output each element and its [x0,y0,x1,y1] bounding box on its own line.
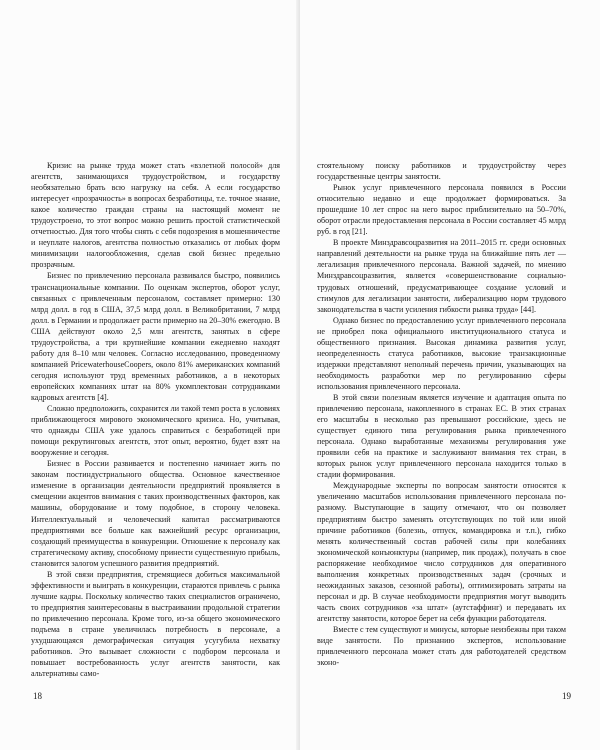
paragraph: Кризис на рынке труда может стать «взлетной полосой» для агентств, занимающихся трудоустройством, и государству необязательно брать всю нагрузку на себя. А если государство интересует «прозрачность» в вопросах безработицы, т.е. точное знание, какое количество граждан страны на настоящий момент не трудоустроено, то этот вопрос можно решить простой статистической отчетностью. Для того чтобы снять с себя подозрения в мошенничестве и неуплате налогов, агентства полностью отказались от любых форм минимизации налогообложения, сделав свой бизнес предельно прозрачным. [31,161,280,270]
paragraph: Международные эксперты по вопросам занятости относятся к увеличению масштабов использования привлеченного персонала по-разному. Выступающие в защиту отмечают, что он позволяет предприятиям быстро заменять отсутствующих по той или иной причине работников (болезнь, отпуск, командировка и т.п.), гибко менять количественный состав рабочей силы при колебаниях экономической конъюнктуры (например, пик продаж), получать в свое распоряжение необходимое число сотрудников для оперативного выполнения конкретных производственных задач (срочных и неожиданных заказов, сезонной работы), оптимизировать затраты на персонал и др. В случае необходимости предприятия могут выводить часть своих сотрудников «за штат» (аутстаффинг) и передавать их агентству занятости, которое берет на себя функции работодателя. [317,481,566,623]
paragraph: Бизнес в России развивается и постепенно начинает жить по законам постиндустриального общества. Основное качественное изменение в организации деятельности предприятий проявляется в смещении акцентов внимания с таких производственных факторов, как машины, оборудование и тому подобное, в сторону человека. Интеллектуальный и человеческий капитал рассматриваются предприятиями все больше как важнейший ресурс организации, создающий преимущества в конкуренции. Отношение к персоналу как стратегическому активу, способному принести существенную прибыль, становится залогом успешного развития предприятий. [31,459,280,568]
paragraph: В проекте Минздравсоцразвития на 2011–2015 гг. среди основных направлений деятельности на рынке труда на ближайшие пять лет — легализация привлеченного персонала. Важной задачей, по мнению Минздравсоцразвития, является «совершенствование социально-трудовых отношений, предусматривающее создание условий и стимулов для легализации занятости, либерализацию норм трудового законодательства в части усиления гибкости рынка труда» [44]. [317,238,566,314]
paragraph: Сложно предположить, сохранится ли такой темп роста в условиях приближающегося мирового экономического кризиса. Но, учитывая, что однажды США уже удалось справиться с безработицей при помощи рекрутинговых агентств, этот опыт, вероятно, будет взят на вооружение и сегодня. [31,404,280,458]
paragraph: Однако бизнес по предоставлению услуг привлеченного персонала не приобрел пока официального институционального статуса и общественного признания. Высокая динамика развития услуг, неопределенность статуса работников, высокие транзакционные издержки представляют неполный перечень причин, указывающих на необходимость разработки мер по регулированию сферы использования привлеченного персонала. [317,315,566,391]
left-page-text [31,160,280,679]
paragraph: стоятельному поиску работников и трудоустройству через государственные центры занятости. [317,161,566,182]
right-page-text [317,160,566,668]
right-page [300,0,600,750]
paragraph: Рынок услуг привлеченного персонала появился в России относительно недавно и еще продолжает формироваться. За прошедшие 10 лет спрос на него вырос приблизительно на 50–70%, оборот отрасли предоставления персонала в России составляет 45 млрд руб. в год [21]. [317,183,566,237]
page-number: 19 [562,691,571,701]
paragraph: В этой связи предприятия, стремящиеся добиться максимальной эффективности и выиграть в конкуренции, стараются привлечь с рынка лучшие кадры. Поскольку количество таких специалистов ограничено, то предприятия заинтересованы в выстраивании продольной стратегии по привлечению персонала. Кроме того, из-за общего экономического подъема в стране увеличилась потребность в персонале, а ухудшающаяся демографическая ситуация усугубила нехватку работников. Это вызывает сложности с подбором персонала и повышает востребованность услуг агентств занятости, как альтернативы само- [31,569,280,679]
paragraph: В этой связи полезным является изучение и адаптация опыта по привлечению персонала, накопленного в странах ЕС. В этих странах его масштабы в несколько раз превышают российские, здесь не существует единого типа регулирования рынка привлеченного персонала. Однако выработанные механизмы регулирования уже проявили себя на практике и заслуживают внимания тех стран, в которых рынок услуг привлеченного персонала находится только в стадии формирования. [317,392,566,480]
page-number: 18 [33,691,42,701]
paragraph: Вместе с тем существуют и минусы, которые неизбежны при таком виде занятости. По признанию экспертов, использование привлеченного персонала может стать для работодателей средством эконо- [317,624,566,668]
paragraph: Бизнес по привлечению персонала развивался быстро, появились транснациональные компании. По оценкам экспертов, оборот услуг, связанных с привлеченным персоналом, составляет примерно: 130 млрд долл. в год в США, 37,5 млрд долл. в Великобритании, 7 млрд долл. в Германии и продолжает расти примерно на 20–30% ежегодно. В США действуют около 2,5 млн агентств, занятых в сфере трудоустройства, а три крупнейшие компании ежедневно находят работу для 8–10 млн человек. Согласно исследованию, проведенному компанией PricewaterhouseCoopers, около 81% американских компаний сегодня используют труд временных работников, а в некоторых европейских компаниях штат на 80% укомплектован сотрудниками кадровых агентств [4]. [31,271,280,402]
